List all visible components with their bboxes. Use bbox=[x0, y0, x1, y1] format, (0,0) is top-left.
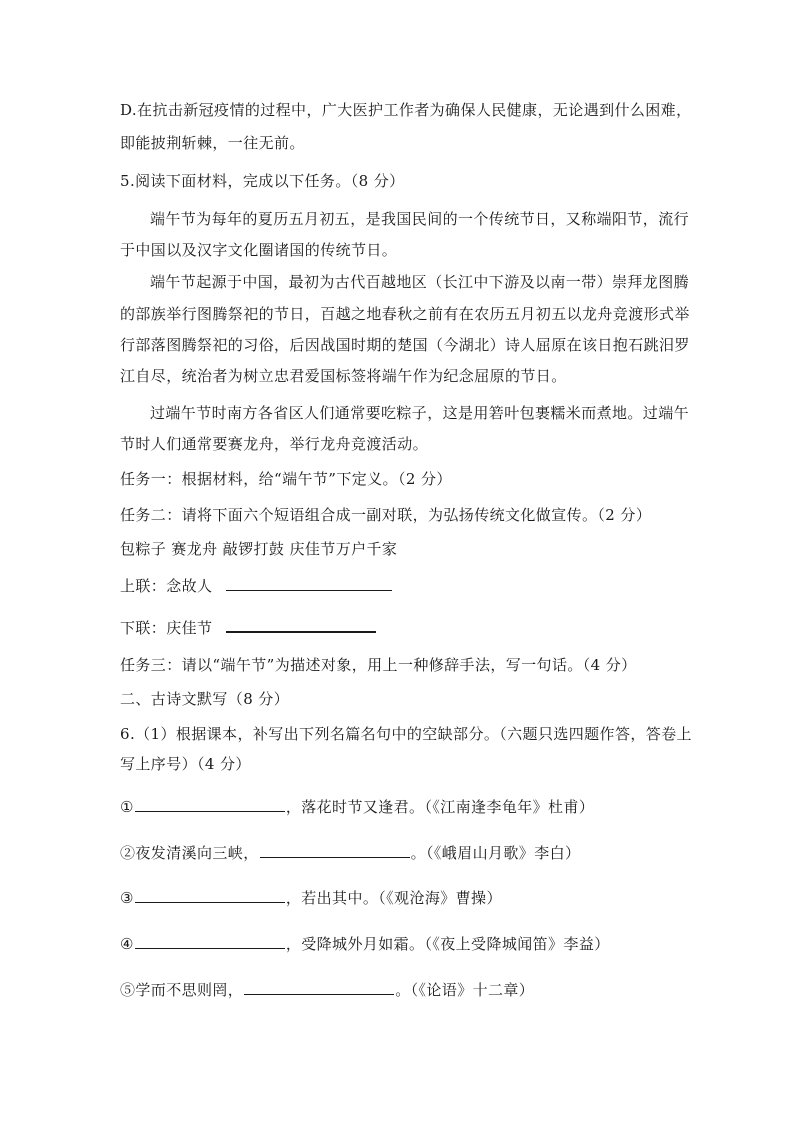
poem-item-4-suffix: ，受降城外月如霜。（《夜上受降城闻笛》李益） bbox=[285, 935, 610, 953]
poem-item-2 bbox=[120, 842, 580, 863]
poem-item-2-suffix: 。（《峨眉山月歌》李白） bbox=[410, 844, 581, 862]
poem-item-1 bbox=[120, 796, 594, 817]
q5-para1-line-2: 于中国以及汉字文化圈诸国的传统节日。 bbox=[120, 241, 398, 259]
poem-item-5 bbox=[120, 979, 534, 1000]
poem-item-5-blank[interactable] bbox=[244, 979, 394, 995]
poem-item-2-prefix: ②夜发清溪向三峡， bbox=[120, 844, 259, 862]
section2-heading: 二、古诗文默写（8 分） bbox=[120, 690, 290, 708]
poem-item-5-prefix: ⑤学而不思则罔， bbox=[120, 981, 244, 999]
q5-phrases: 包粽子 赛龙舟 敲锣打鼓 庆佳节万户千家 bbox=[120, 540, 398, 558]
q5-para2-line-4: 江自尽，统治者为树立忠君爱国标签将端午作为纪念屈原的节日。 bbox=[120, 367, 567, 385]
q5-task1: 任务一：根据材料，给“端午节”下定义。（2 分） bbox=[120, 470, 452, 488]
poem-item-5-suffix: 。（《论语》十二章） bbox=[395, 981, 535, 999]
q6-instruction-line-2: 写上序号）（4 分） bbox=[120, 755, 251, 773]
couplet-lower-blank[interactable] bbox=[226, 616, 376, 633]
couplet-upper-line bbox=[120, 575, 393, 596]
couplet-upper-label: 上联：念故人 bbox=[120, 577, 213, 595]
option-d-line-1: D.在抗击新冠疫情的过程中，广大医护工作者为确保人民健康，无论遇到什么困难， bbox=[120, 101, 692, 119]
poem-item-1-prefix: ① bbox=[120, 798, 134, 816]
couplet-lower-line bbox=[120, 616, 377, 638]
q5-para3-line-1: 过端午节时南方各省区人们通常要吃粽子，这是用箬叶包裹糯米而煮地。过端午 bbox=[150, 404, 690, 422]
poem-item-1-blank[interactable] bbox=[135, 796, 285, 812]
q5-task3: 任务三：请以“端午节”为描述对象，用上一种修辞手法，写一句话。（4 分） bbox=[120, 656, 637, 674]
poem-item-4-blank[interactable] bbox=[135, 933, 285, 949]
q5-para1-line-1: 端午节为每年的夏历五月初五，是我国民间的一个传统节日，又称端阳节，流行 bbox=[150, 210, 690, 228]
poem-item-3-blank[interactable] bbox=[135, 887, 285, 903]
couplet-lower-label: 下联：庆佳节 bbox=[120, 619, 213, 637]
q5-para2-line-2: 的部族举行图腾祭祀的节日，百越之地春秋之前有在农历五月初五以龙舟竞渡形式举 bbox=[120, 305, 690, 323]
q5-para2-line-1: 端午节起源于中国，最初为古代百越地区（长江中下游及以南一带）崇拜龙图腾 bbox=[150, 273, 690, 291]
q5-task2: 任务二：请将下面六个短语组合成一副对联，为弘扬传统文化做宣传。（2 分） bbox=[120, 506, 652, 524]
q6-instruction-line-1: 6.（1）根据课本，补写出下列名篇名句中的空缺部分。（六题只选四题作答，答卷上 bbox=[120, 725, 692, 743]
poem-item-1-suffix: ，落花时节又逢君。（《江南逢李龟年》杜甫） bbox=[285, 798, 595, 816]
poem-item-3-prefix: ③ bbox=[120, 889, 134, 907]
q5-para2-line-3: 行部落图腾祭祀的习俗，后因战国时期的楚国（今湖北）诗人屈原在该日抱石跳汨罗 bbox=[120, 336, 690, 354]
poem-item-3 bbox=[120, 887, 502, 908]
poem-item-2-blank[interactable] bbox=[260, 842, 410, 858]
poem-item-4-prefix: ④ bbox=[120, 935, 134, 953]
poem-item-4 bbox=[120, 933, 610, 954]
option-d-line-2: 即能披荆斩棘，一往无前。 bbox=[120, 134, 305, 152]
poem-item-3-suffix: ，若出其中。（《观沧海》曹操） bbox=[285, 889, 502, 907]
q5-heading: 5.阅读下面材料，完成以下任务。（8 分） bbox=[120, 172, 405, 190]
q5-para3-line-2: 节时人们通常要赛龙舟，举行龙舟竞渡活动。 bbox=[120, 435, 429, 453]
couplet-upper-blank[interactable] bbox=[226, 575, 392, 591]
